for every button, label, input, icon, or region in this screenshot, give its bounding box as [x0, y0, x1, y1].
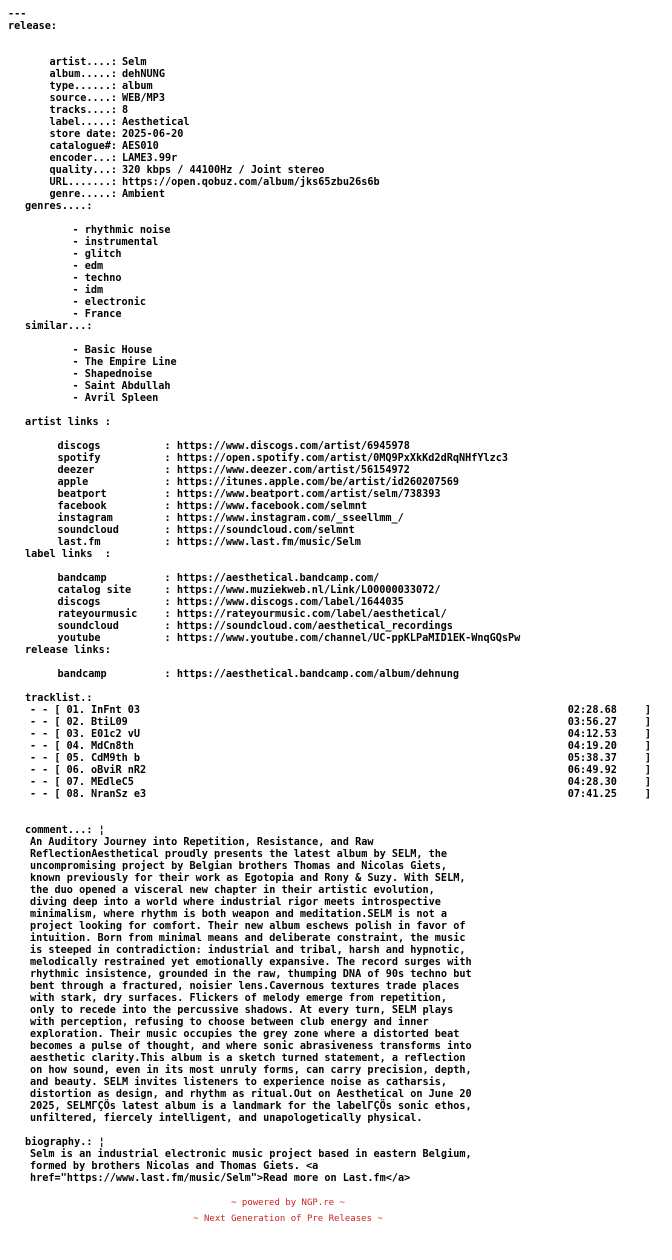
paragraph-line: on how sound, even in its most unruly forms, can carry precision, depth,: [30, 1065, 472, 1076]
track-duration: 06:49.92: [567, 765, 617, 776]
link-url: https://soundcloud.com/selmnt: [176, 525, 355, 536]
track-row: [8, 705, 651, 717]
link-row: [8, 657, 672, 680]
track-row: [8, 789, 651, 801]
biography-text: [8, 1149, 672, 1185]
field-value: dehNUNG: [122, 69, 165, 80]
link-site-name: last.fm: [57, 537, 101, 548]
list-item-text: Shapednoise: [84, 369, 153, 380]
field-value: Ambient: [122, 189, 165, 200]
list-item: [8, 285, 672, 308]
field-value: AES010: [122, 141, 159, 152]
bullet-dash: -: [72, 357, 79, 368]
track-left: [30, 753, 140, 765]
track-right: [568, 753, 651, 765]
paragraph-line: the duo opened a visceral new chapter in their artistic evolution,: [30, 885, 435, 896]
track-close-bracket: ]: [644, 741, 651, 752]
paragraph-line: distortion as design, and rhythm as ritual.Out on Aesthetical on June 20: [30, 1089, 472, 1100]
link-site-name: soundcloud: [57, 621, 119, 632]
track-row: [8, 729, 651, 741]
track-right: [568, 729, 651, 741]
track-title: MEdleC5: [90, 777, 134, 788]
link-site-name: deezer: [57, 465, 95, 476]
bullet-dash: -: [72, 393, 79, 404]
link-url: https://www.beatport.com/artist/selm/738393: [176, 489, 441, 500]
link-site-name: bandcamp: [57, 573, 107, 584]
track-duration: 03:56.27: [567, 717, 617, 728]
bullet-dash: -: [30, 789, 37, 800]
track-number: 08.: [66, 789, 85, 800]
field-value: WEB/MP3: [122, 93, 165, 104]
link-site-name: discogs: [57, 597, 101, 608]
link-colon: :: [164, 441, 177, 452]
track-close-bracket: ]: [644, 729, 651, 740]
similar-label: similar...:: [25, 321, 93, 332]
track-close-bracket: ]: [644, 765, 651, 776]
track-left: [30, 741, 134, 753]
track-right: [568, 765, 651, 777]
paragraph-line: known previously for their work as Egotopia and Rony & Suzy. With SELM,: [30, 873, 466, 884]
link-colon: :: [164, 453, 177, 464]
link-colon: :: [164, 489, 177, 500]
link-colon: :: [164, 621, 177, 632]
track-title: oBviR nR2: [90, 765, 147, 776]
paragraph-line: bent through a fractured, noisier lens.Cavernous textures trade places: [30, 981, 460, 992]
link-colon: :: [164, 525, 177, 536]
comment-label: comment...: ¦: [25, 825, 105, 836]
track-title: CdM9th b: [90, 753, 141, 764]
link-site-name: soundcloud: [57, 525, 119, 536]
list-item-text: Avril Spleen: [84, 393, 159, 404]
track-left: [30, 765, 146, 777]
list-item-text: electronic: [84, 297, 147, 308]
track-right: [568, 717, 651, 729]
link-colon: :: [164, 669, 177, 680]
link-url: https://soundcloud.com/aesthetical_recordings: [176, 621, 453, 632]
artist-links-list: [8, 429, 672, 548]
list-item-text: rhythmic noise: [84, 225, 171, 236]
similar-list: [8, 333, 672, 404]
bullet-dash: -: [30, 717, 37, 728]
field-key: store date:: [49, 129, 118, 140]
link-row: [8, 561, 672, 584]
link-site-name: youtube: [57, 633, 101, 644]
paragraph-line: Selm is an industrial electronic music project based in eastern Belgium,: [30, 1149, 472, 1160]
list-item: [8, 333, 672, 356]
paragraph-line: aesthetic clarity.This album is a sketch turned statement, a reflection: [30, 1053, 466, 1064]
bullet-dash: -: [72, 285, 79, 296]
track-duration: 04:28.30: [567, 777, 617, 788]
field-value: 320 kbps / 44100Hz / Joint stereo: [122, 165, 325, 176]
list-item: [8, 213, 672, 236]
comment-text: [8, 837, 672, 1125]
track-duration: 04:19.20: [567, 741, 617, 752]
track-close-bracket: ]: [644, 777, 651, 788]
track-close-bracket: ]: [644, 705, 651, 716]
track-number: 01.: [66, 705, 85, 716]
list-item-text: glitch: [84, 249, 122, 260]
track-left: [30, 777, 134, 789]
link-colon: :: [164, 501, 177, 512]
list-item-text: Basic House: [84, 345, 153, 356]
track-right: [568, 705, 651, 717]
paragraph-line: ReflectionAesthetical proudly presents the latest album by SELM, the: [30, 849, 448, 860]
link-url: https://itunes.apple.com/be/artist/id260207569: [176, 477, 459, 488]
track-open-bracket: - [: [42, 741, 61, 752]
field-value: 2025-06-20: [122, 129, 184, 140]
list-item-text: France: [84, 309, 122, 320]
track-row: [8, 741, 651, 753]
field-value: Aesthetical: [122, 117, 190, 128]
bullet-dash: -: [30, 777, 37, 788]
field-key: tracks....:: [49, 105, 118, 116]
bullet-dash: -: [30, 729, 37, 740]
bullet-dash: -: [72, 261, 79, 272]
track-title: MdCn8th: [90, 741, 134, 752]
genres-list: [8, 213, 672, 320]
paragraph-line: exploration. Their music occupies the grey zone where a distorted beat: [30, 1029, 460, 1040]
track-title: BtiL09: [90, 717, 128, 728]
top-dashes: ---: [8, 9, 27, 20]
link-url: https://www.discogs.com/artist/6945978: [176, 441, 410, 452]
tracklist: [8, 705, 672, 801]
link-colon: :: [164, 513, 177, 524]
track-number: 02.: [66, 717, 85, 728]
link-colon: :: [164, 573, 177, 584]
link-colon: :: [164, 597, 177, 608]
field-key: genre.....:: [49, 189, 118, 200]
genres-label: genres....:: [25, 201, 93, 212]
bullet-dash: -: [72, 381, 79, 392]
artist-links-label: artist links :: [25, 417, 111, 428]
track-title: InFnt 03: [90, 705, 141, 716]
list-item-text: Saint Abdullah: [84, 381, 171, 392]
link-site-name: catalog site: [57, 585, 132, 596]
link-url: https://open.spotify.com/artist/0MQ9PxXkKd2dRqNHfYlzc3: [176, 453, 509, 464]
link-url: https://rateyourmusic.com/label/aesthetical/: [176, 609, 447, 620]
link-site-name: rateyourmusic: [57, 609, 138, 620]
paragraph-line: only to recede into the percussive shadows. At every turn, SELM plays: [30, 1005, 454, 1016]
paragraph-line: unfiltered, fiercely intelligent, and unapologetically physical.: [30, 1113, 423, 1124]
track-duration: 07:41.25: [567, 789, 617, 800]
track-right: [568, 777, 651, 789]
paragraph-line: diving deep into a world where industrial rigor meets introspective: [30, 897, 441, 908]
track-duration: 04:12.53: [567, 729, 617, 740]
link-colon: :: [164, 585, 177, 596]
bullet-dash: -: [30, 741, 37, 752]
bullet-dash: -: [72, 225, 79, 236]
track-open-bracket: - [: [42, 729, 61, 740]
link-row: [8, 429, 672, 452]
paragraph-line: project looking for comfort. Their new album eschews polish in favor of: [30, 921, 466, 932]
track-open-bracket: - [: [42, 777, 61, 788]
bullet-dash: -: [72, 297, 79, 308]
field-value: 8: [122, 105, 129, 116]
link-url: https://aesthetical.bandcamp.com/: [176, 573, 380, 584]
link-url: https://www.muziekweb.nl/Link/L00000033072/: [176, 585, 441, 596]
track-left: [30, 729, 140, 741]
track-duration: 05:38.37: [567, 753, 617, 764]
paragraph-line: and beauty. SELM invites listeners to experience noise as catharsis,: [30, 1077, 448, 1088]
track-title: NranSz e3: [90, 789, 147, 800]
field-value: LAME3.99r: [122, 153, 178, 164]
release-links-label: release links:: [25, 645, 111, 656]
paragraph-line: minimalism, where rhythm is both weapon and meditation.SELM is not a: [30, 909, 448, 920]
biography-label: biography.: ¦: [25, 1137, 105, 1148]
track-close-bracket: ]: [644, 717, 651, 728]
label-links-list: [8, 561, 672, 644]
track-open-bracket: - [: [42, 717, 61, 728]
bullet-dash: -: [30, 765, 37, 776]
link-site-name: apple: [57, 477, 89, 488]
field-key: artist....:: [49, 57, 118, 68]
release-header: release:: [8, 21, 58, 32]
field-key: label.....:: [49, 117, 118, 128]
track-number: 07.: [66, 777, 85, 788]
track-row: [8, 765, 651, 777]
paragraph-line: href="https://www.last.fm/music/Selm">Read more on Last.fm</a>: [30, 1173, 411, 1184]
field-key: encoder...:: [49, 153, 118, 164]
label-links-label: label links :: [25, 549, 111, 560]
link-colon: :: [164, 633, 177, 644]
field-key: quality...:: [49, 165, 118, 176]
paragraph-line: melodically restrained yet emotionally expansive. The record surges with: [30, 957, 472, 968]
link-url: https://www.facebook.com/selmnt: [176, 501, 367, 512]
list-item-text: instrumental: [84, 237, 159, 248]
link-site-name: discogs: [57, 441, 101, 452]
list-item: [8, 261, 672, 284]
paragraph-line: formed by brothers Nicolas and Thomas Giets. <a: [30, 1161, 319, 1172]
bullet-dash: -: [30, 705, 37, 716]
list-item-text: techno: [84, 273, 122, 284]
release-fields: [8, 45, 672, 200]
paragraph-line: intuition. Born from minimal means and deliberate constraint, the music: [30, 933, 466, 944]
link-colon: :: [164, 609, 177, 620]
link-url: https://www.youtube.com/channel/UC-ppKLPaMID1EK-WnqGQsPw: [176, 633, 521, 644]
track-left: [30, 705, 140, 717]
track-close-bracket: ]: [644, 753, 651, 764]
track-title: E01c2 vU: [90, 729, 141, 740]
link-colon: :: [164, 465, 177, 476]
bullet-dash: -: [72, 237, 79, 248]
link-site-name: instagram: [57, 513, 113, 524]
list-item-text: edm: [84, 261, 104, 272]
release-field-row: [8, 45, 672, 68]
track-open-bracket: - [: [42, 789, 61, 800]
track-left: [30, 717, 128, 729]
track-right: [568, 741, 651, 753]
link-site-name: beatport: [57, 489, 107, 500]
track-number: 03.: [66, 729, 85, 740]
track-right: [568, 789, 651, 801]
track-number: 05.: [66, 753, 85, 764]
field-value: https://open.qobuz.com/album/jks65zbu26s6b: [122, 177, 380, 188]
link-url: https://aesthetical.bandcamp.com/album/dehnung: [176, 669, 459, 680]
footer-line: ~ powered by NGP.re ~: [231, 1198, 345, 1208]
field-key: URL.......:: [49, 177, 118, 188]
paragraph-line: uncompromising project by Belgian brothers Thomas and Nicolas Giets,: [30, 861, 448, 872]
list-item-text: The Empire Line: [84, 357, 177, 368]
field-value: album: [122, 81, 153, 92]
track-row: [8, 777, 651, 789]
release-links-list: [8, 657, 672, 680]
track-open-bracket: - [: [42, 765, 61, 776]
link-site-name: spotify: [57, 453, 101, 464]
footer-line: ~ Next Generation of Pre Releases ~: [193, 1214, 383, 1224]
list-item-text: idm: [84, 285, 104, 296]
bullet-dash: -: [72, 273, 79, 284]
track-duration: 02:28.68: [567, 705, 617, 716]
bullet-dash: -: [72, 369, 79, 380]
paragraph-line: with stark, dry surfaces. Flickers of melody emerge from repetition,: [30, 993, 448, 1004]
track-left: [30, 789, 146, 801]
link-url: https://www.instagram.com/_sseellmm_/: [176, 513, 404, 524]
link-site-name: facebook: [57, 501, 107, 512]
link-site-name: bandcamp: [57, 669, 107, 680]
bullet-dash: -: [72, 249, 79, 260]
paragraph-line: 2025, SELMΓÇÖs latest album is a landmark for the labelΓÇÖs sonic ethos,: [30, 1101, 472, 1112]
tracklist-label: tracklist.:: [25, 693, 93, 704]
track-number: 04.: [66, 741, 85, 752]
footer: [8, 1195, 568, 1227]
track-close-bracket: ]: [644, 789, 651, 800]
bullet-dash: -: [30, 753, 37, 764]
track-open-bracket: - [: [42, 705, 61, 716]
link-colon: :: [164, 477, 177, 488]
paragraph-line: becomes a pulse of thought, and where sonic abrasiveness transforms into: [30, 1041, 472, 1052]
paragraph-line: with perception, refusing to choose between club energy and inner: [30, 1017, 429, 1028]
track-row: [8, 753, 651, 765]
field-value: Selm: [122, 57, 147, 68]
field-key: album.....:: [49, 69, 118, 80]
track-row: [8, 717, 651, 729]
link-url: https://www.deezer.com/artist/56154972: [176, 465, 410, 476]
bullet-dash: -: [72, 345, 79, 356]
paragraph-line: An Auditory Journey into Repetition, Resistance, and Raw: [30, 837, 374, 848]
link-colon: :: [164, 537, 177, 548]
paragraph-line: rhythmic insistence, grounded in the raw, thumping DNA of 90s techno but: [30, 969, 472, 980]
paragraph-line: is steeped in contradiction: industrial and tribal, harsh and hypnotic,: [30, 945, 466, 956]
track-number: 06.: [66, 765, 85, 776]
field-key: source....:: [49, 93, 118, 104]
link-url: https://www.discogs.com/label/1644035: [176, 597, 404, 608]
field-key: type......:: [49, 81, 118, 92]
bullet-dash: -: [72, 309, 79, 320]
link-url: https://www.last.fm/music/Selm: [176, 537, 361, 548]
field-key: catalogue#:: [49, 141, 118, 152]
track-open-bracket: - [: [42, 753, 61, 764]
